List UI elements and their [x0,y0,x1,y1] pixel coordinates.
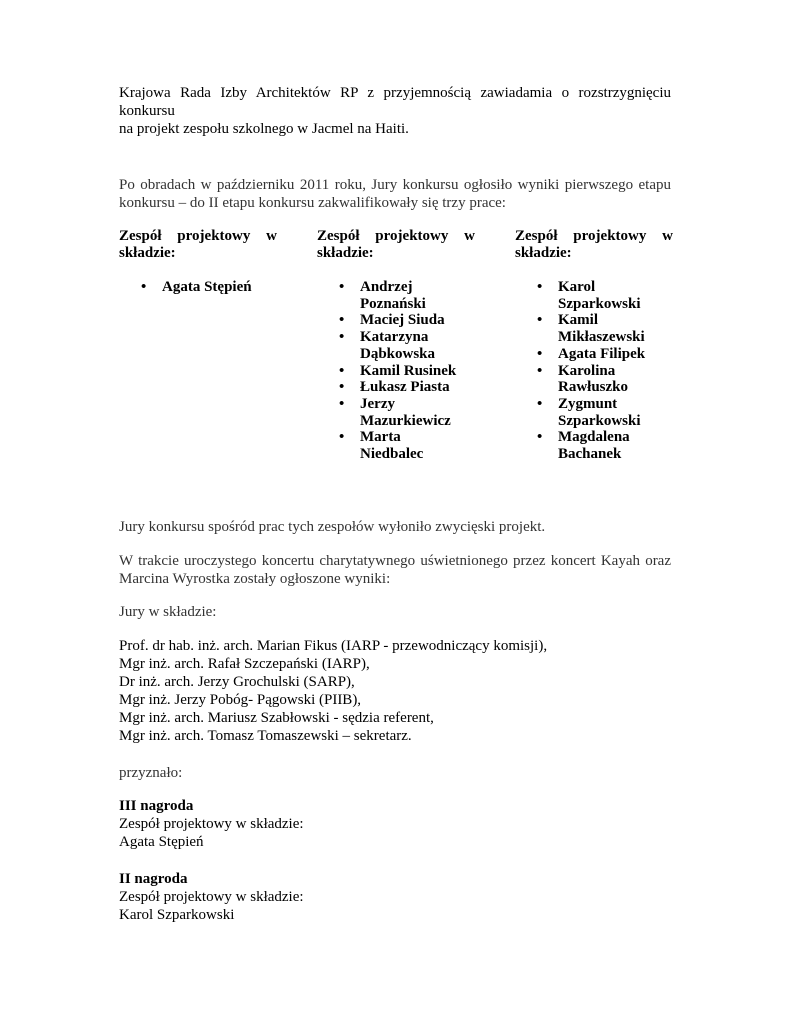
list-item: • Zygmunt Szparkowski [515,396,628,429]
team-heading-cont: składzie: [515,245,572,261]
prize-block-2 [119,870,671,924]
prize-title: III nagroda [119,798,194,814]
list-item: • Andrzej Poznański [317,279,430,312]
results-intro-paragraph [119,176,671,212]
list-item: • Katarzyna Dąbkowska [317,329,430,362]
jury-selected-paragraph [119,518,671,536]
list-item: • Maciej Siuda [317,312,467,329]
jury-member: Mgr inż. arch. Rafał Szczepański (IARP), [119,656,370,672]
prize-label: Zespół projektowy w składzie: [119,889,304,905]
team-heading-cont: składzie: [119,245,176,261]
awarded-paragraph [119,764,671,782]
jury-label: Jury w składzie: [119,604,217,620]
jury-member: Mgr inż. arch. Tomasz Tomaszewski – sekretarz. [119,728,412,744]
prize-winner: Karol Szparkowski [119,907,235,923]
team-heading: Zespół projektowy w [317,228,475,244]
team-heading: Zespół projektowy w [515,228,673,244]
team-column-3 [515,228,673,463]
team-members-list [515,279,665,463]
prize-label: Zespół projektowy w składzie: [119,816,304,832]
list-item: • Agata Filipek [515,346,665,363]
jury-member: Prof. dr hab. inż. arch. Marian Fikus (IARP - przewodniczący komisji), [119,638,548,654]
prize-block-3 [119,797,671,851]
list-item: • Jerzy Mazurkiewicz [317,396,430,429]
prize-title: II nagroda [119,871,188,887]
list-item: • Kamil Mikłaszewski [515,312,628,345]
list-item: • Karol Szparkowski [515,279,628,312]
team-heading: Zespół projektowy w [119,228,277,244]
list-item: • Kamil Rusinek [317,363,467,380]
jury-member: Mgr inż. arch. Mariusz Szabłowski - sędzia referent, [119,710,434,726]
list-item: • Karolina Rawłuszko [515,363,628,396]
team-members-list [119,279,252,296]
jury-member: Dr inż. arch. Jerzy Grochulski (SARP), [119,674,355,690]
concert-paragraph [119,552,671,588]
jury-member: Mgr inż. Jerzy Pobóg- Pągowski (PIIB), [119,692,362,708]
list-item: • Marta Niedbalec [317,429,467,462]
concert-line-2: Marcina Wyrostka zostały ogłoszone wyniki: [119,571,391,587]
prize-winner: Agata Stępień [119,834,204,850]
team-column-1 [119,228,277,295]
results-intro-line-1: Po obradach w październiku 2011 roku, Jury konkursu ogłosiło wyniki pierwszego etapu [119,177,671,193]
jury-selected-text: Jury konkursu spośród prac tych zespołów wyłoniło zwycięski projekt. [119,519,546,535]
jury-label-paragraph [119,603,671,621]
team-members-list [317,279,467,463]
results-intro-line-2: konkursu – do II etapu konkursu zakwalifikowały się trzy prace: [119,195,506,211]
jury-members-list [119,637,671,745]
awarded-text: przyznało: [119,765,183,781]
concert-line-1: W trakcie uroczystego koncertu charytatywnego uświetnionego przez koncert Kayah oraz [119,553,671,569]
list-item: • Magdalena Bachanek [515,429,628,462]
intro-line-2: na projekt zespołu szkolnego w Jacmel na Haiti. [119,121,409,137]
team-heading-cont: składzie: [317,245,374,261]
list-item: • Łukasz Piasta [317,379,467,396]
intro-line-1: Krajowa Rada Izby Architektów RP z przyjemnością zawiadamia o rozstrzygnięciu konkursu [119,85,671,119]
team-column-2 [317,228,475,463]
list-item: • Agata Stępień [119,279,252,296]
intro-paragraph [119,84,671,138]
